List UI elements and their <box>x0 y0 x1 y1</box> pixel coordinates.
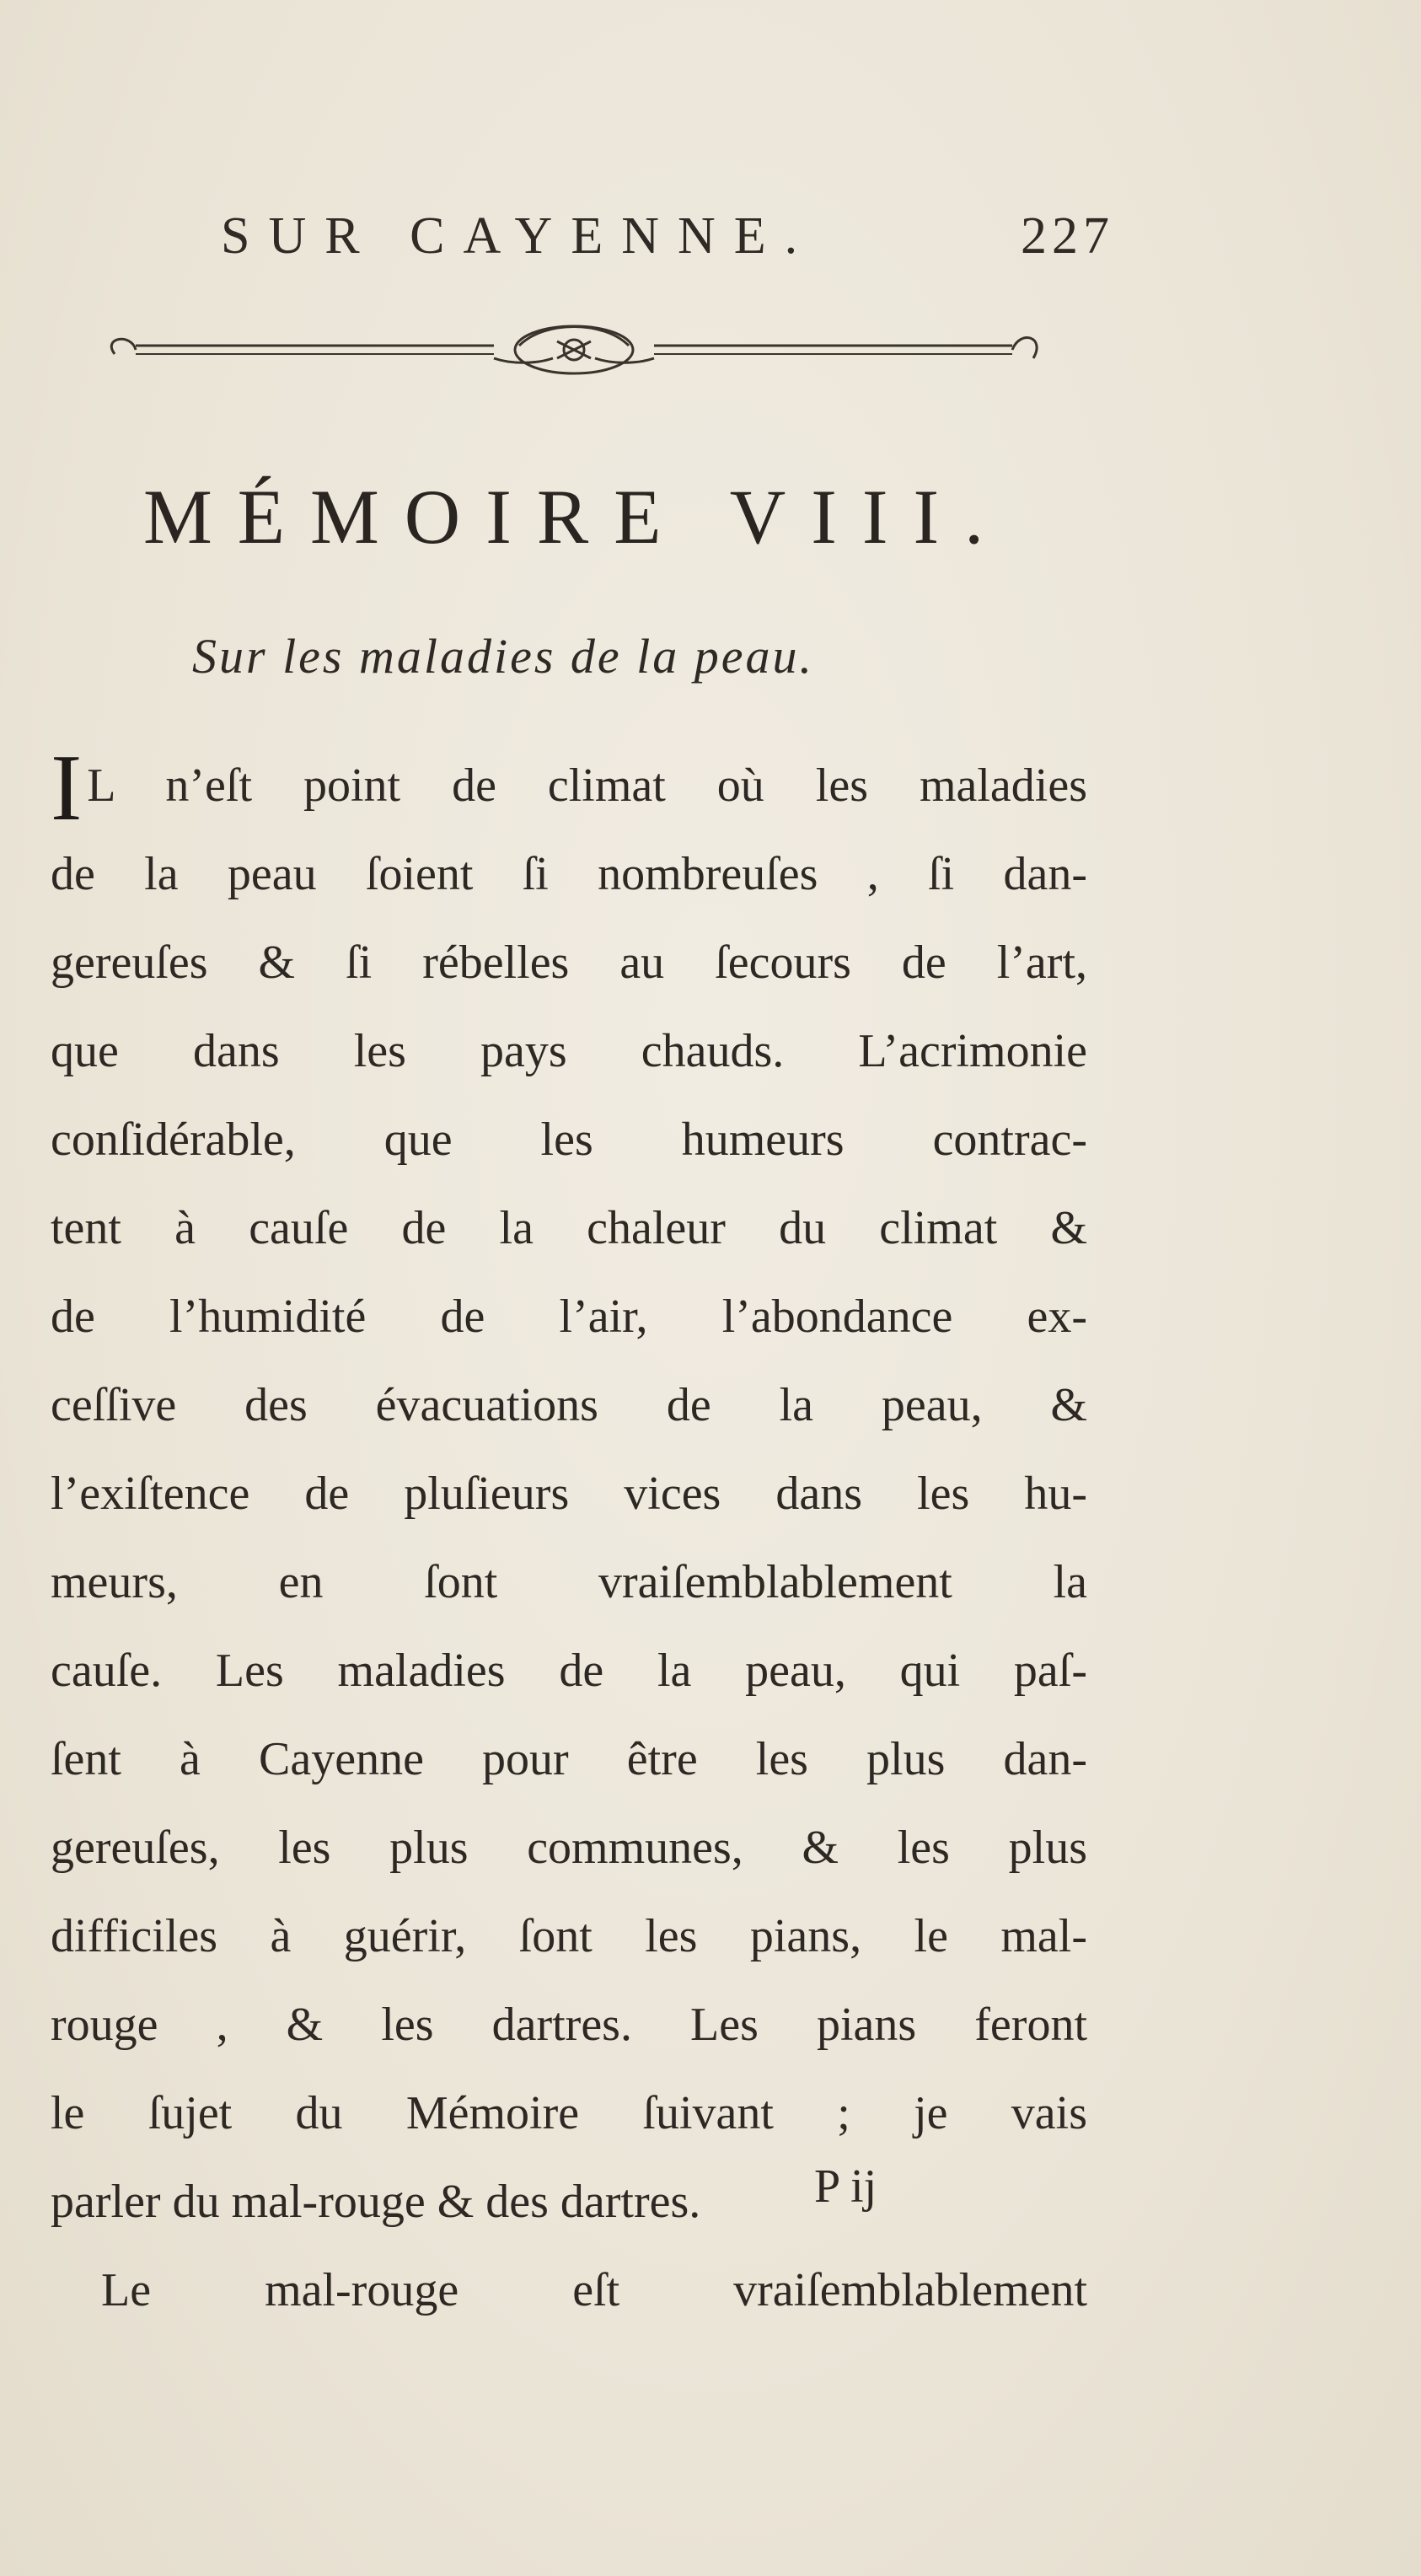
text-line-8: ceſſive des évacuations de la peau, & <box>51 1379 1087 1431</box>
text-line-18: Le mal-rouge eſt vraiſemblablement <box>101 2264 1087 2316</box>
text-line-10: meurs, en ſont vraiſemblablement la <box>51 1556 1087 1608</box>
text-line-17: parler du mal-rouge & des dartres. <box>51 2176 701 2228</box>
text-line-14: difficiles à guérir, ſont les pians, le mal- <box>51 1910 1087 1962</box>
running-title: SUR CAYENNE. <box>221 207 817 265</box>
text-line-11: cauſe. Les maladies de la peau, qui paſ- <box>51 1645 1087 1697</box>
text-line-6: tent à cauſe de la chaleur du climat & <box>51 1202 1087 1254</box>
text-line-12: ſent à Cayenne pour être les plus dan- <box>51 1733 1087 1785</box>
signature-mark: P ij <box>814 2160 877 2213</box>
memoir-subheading: Sur les maladies de la peau. <box>192 629 815 684</box>
running-head <box>221 207 1114 274</box>
drop-cap: I <box>51 736 83 840</box>
text-line-3: gereuſes & ſi rébelles au ſecours de l’art, <box>51 936 1087 989</box>
text-line-13: gereuſes, les plus communes, & les plus <box>51 1822 1087 1874</box>
text-line-16: le ſujet du Mémoire ſuivant ; je vais <box>51 2087 1087 2139</box>
text-line-9: l’exiſtence de pluſieurs vices dans les hu- <box>51 1468 1087 1520</box>
text-line-2: de la peau ſoient ſi nombreuſes , ſi dan- <box>51 848 1087 900</box>
body-text <box>51 736 1087 2335</box>
decorative-headpiece <box>98 312 1050 379</box>
memoir-heading: MÉMOIRE VIII. <box>143 474 1010 560</box>
text-line-15: rouge , & les dartres. Les pians feront <box>51 1999 1087 2051</box>
text-line-5: conſidérable, que les humeurs contrac- <box>51 1114 1087 1166</box>
text-line-4: que dans les pays chauds. L’acrimonie <box>51 1025 1087 1077</box>
page-number: 227 <box>1021 207 1114 265</box>
text-line-1: I L n’eſt point de climat où les maladies <box>51 736 1087 840</box>
text-line-7: de l’humidité de l’air, l’abondance ex- <box>51 1291 1087 1343</box>
